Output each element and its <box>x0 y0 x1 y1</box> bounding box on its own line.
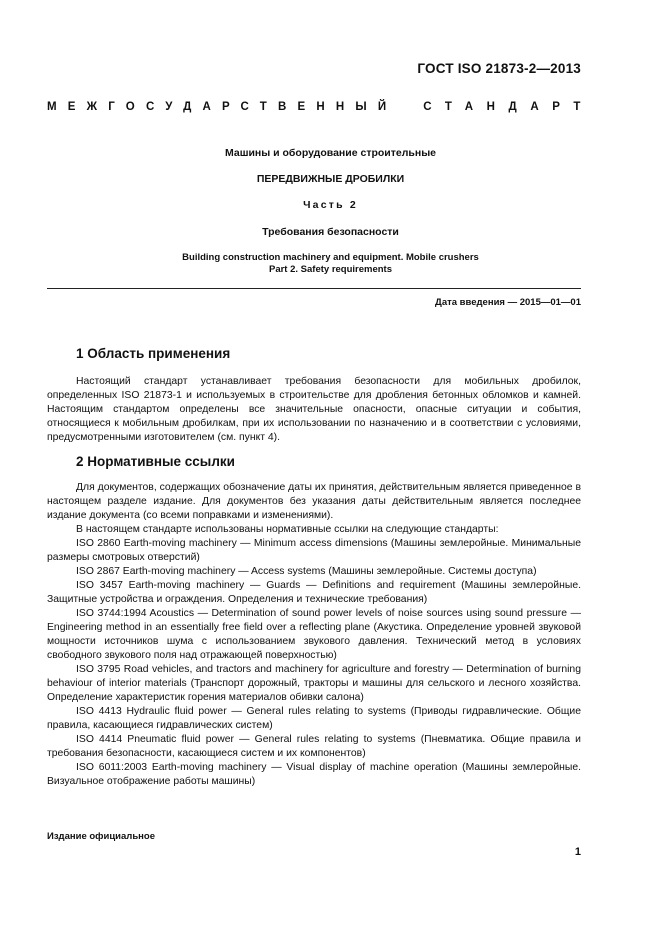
reference-item: ISO 4414 Pneumatic fluid power — General rules relating to systems (Пневматика. Общие правила и требования безопасности, касающиеся систем и их компонентов) <box>47 734 581 759</box>
banner-word-standard: СТАНДАРТ <box>423 101 594 113</box>
standard-code: ГОСТ ISO 21873-2—2013 <box>417 61 581 76</box>
title-line-1: Машины и оборудование строительные <box>225 147 436 159</box>
title-english <box>0 252 661 276</box>
official-edition-label: Издание официальное <box>47 831 155 842</box>
page-number: 1 <box>574 846 581 858</box>
title-line-2: ПЕРЕДВИЖНЫЕ ДРОБИЛКИ <box>256 173 405 185</box>
section-scope-body <box>47 375 581 445</box>
reference-item: ISO 3795 Road vehicles, and tractors and machinery for agriculture and forestry — Determination of burning behaviour of interior materials (Транспорт дорожный, тракторы и машины для сельского и лесного хозяйства. Определение характеристик горения материалов обивки салона) <box>47 664 581 703</box>
paragraph: Настоящий стандарт устанавливает требования безопасности для мобильных дробилок, определенных ISO 21873-1 и используемых в строительстве для дробления бетонных обломков и камней. Настоящим стандартом определены все значительные опасности, опасные ситуации и события, относящиеся к мобильным дробилкам, при их использовании по назначению и в соответствии с условиями, предусмотренными изготовителем (см. пункт 4). <box>47 376 581 443</box>
reference-item: ISO 6011:2003 Earth-moving machinery — Visual display of machine operation (Машины землеройные. Визуальное отображение работы машины) <box>47 762 581 787</box>
reference-item: ISO 3744:1994 Acoustics — Determination of sound power levels of noise sources using sound pressure — Engineering method in an essentially free field over a reflecting plane (Акустика. Определение уровней звуковой мощности источников шума с использованием звукового давления. Технический метод в условиях свободного звукового поля над отражающей поверхностью) <box>47 608 581 661</box>
title-english-line-1: Building construction machinery and equipment. Mobile crushers <box>182 252 479 263</box>
title-english-line-2: Part 2. Safety requirements <box>268 264 393 275</box>
standard-type-banner <box>47 101 594 113</box>
section-references-body <box>47 481 581 789</box>
section-heading-scope: 1 Область применения <box>76 346 231 361</box>
section-heading-references: 2 Нормативные ссылки <box>76 454 235 469</box>
title-divider <box>47 288 581 289</box>
paragraph: Для документов, содержащих обозначение даты их принятия, действительным является приведенное в настоящем разделе издание. Для документов без указания даты действительным является последнее издание документа (со всеми поправками и изменениями). <box>47 482 581 521</box>
reference-item: ISO 2867 Earth-moving machinery — Access systems (Машины землеройные. Системы доступа) <box>76 566 537 577</box>
title-part: Часть 2 <box>303 199 358 211</box>
reference-item: ISO 4413 Hydraulic fluid power — General rules relating to systems (Приводы гидравлические. Общие правила, касающиеся гидравлических систем) <box>47 706 581 731</box>
reference-item: ISO 3457 Earth-moving machinery — Guards — Definitions and requirement (Машины землеройные. Защитные устройства и ограждения. Определения и технические требования) <box>47 580 581 605</box>
banner-word-interstate: МЕЖГОСУДАРСТВЕННЫЙ <box>47 101 398 113</box>
title-line-4: Требования безопасности <box>262 226 399 238</box>
paragraph: В настоящем стандарте использованы нормативные ссылки на следующие стандарты: <box>76 524 499 535</box>
reference-item: ISO 2860 Earth-moving machinery — Minimum access dimensions (Машины землеройные. Минимальные размеры смотровых отверстий) <box>47 538 581 563</box>
introduction-date: Дата введения — 2015—01—01 <box>435 297 581 308</box>
